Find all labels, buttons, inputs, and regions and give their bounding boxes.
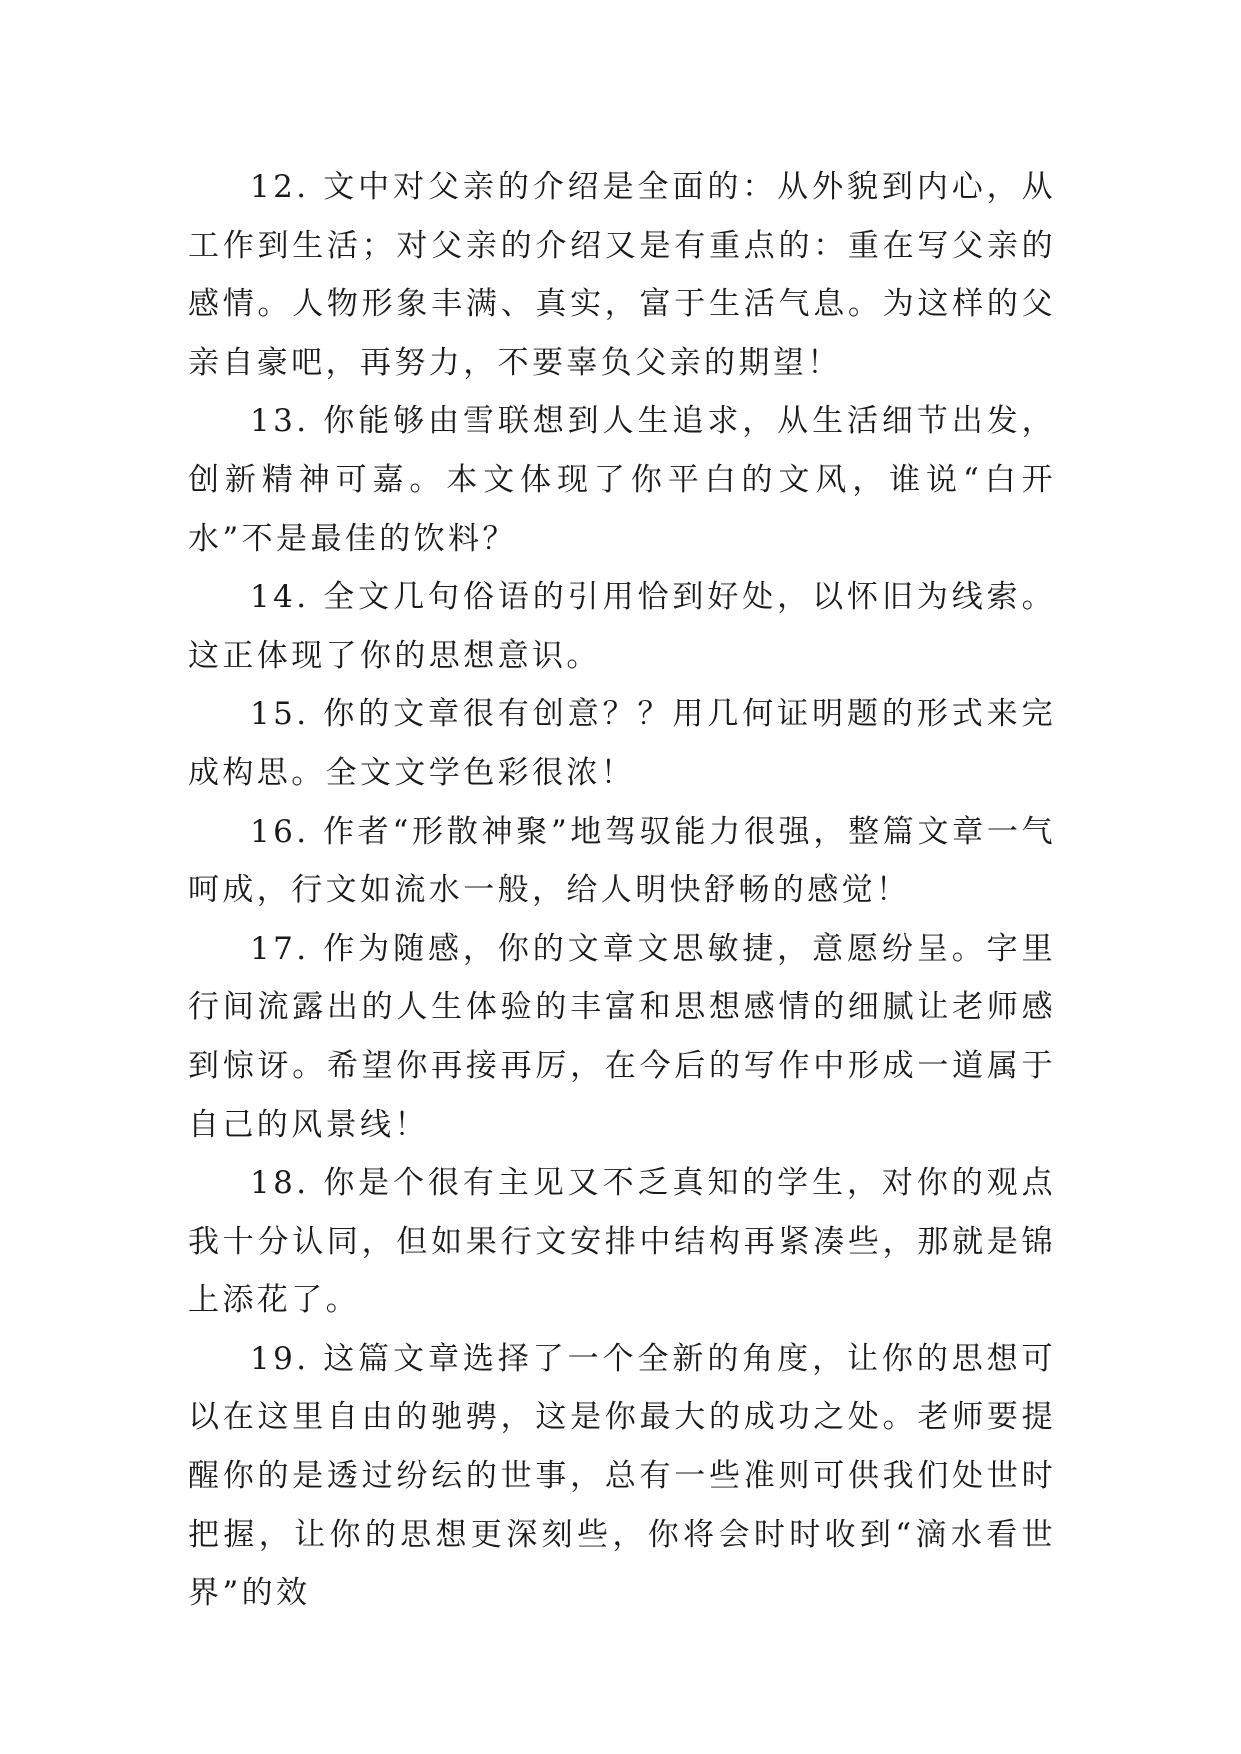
document-body [188, 158, 1056, 1623]
comment-paragraph-14: 14. 全文几句俗语的引用恰到好处，以怀旧为线索。这正体现了你的思想意识。 [188, 579, 1056, 674]
comment-paragraph-17: 17. 作为随感，你的文章文思敏捷，意愿纷呈。字里行间流露出的人生体验的丰富和思想感情的细腻让老师感到惊讶。希望你再接再厉，在今后的写作中形成一道属于自己的风景线！ [188, 930, 1056, 1143]
comment-paragraph-16: 16. 作者“形散神聚”地驾驭能力很强，整篇文章一气呵成，行文如流水一般，给人明快舒畅的感觉！ [188, 813, 1056, 909]
comment-paragraph-18: 18. 你是个很有主见又不乏真知的学生，对你的观点我十分认同，但如果行文安排中结构再紧凑些，那就是锦上添花了。 [188, 1165, 1056, 1319]
comment-paragraph-12: 12. 文中对父亲的介绍是全面的：从外貌到内心，从工作到生活；对父亲的介绍又是有重点的：重在写父亲的感情。人物形象丰满、真实，富于生活气息。为这样的父亲自豪吧，再努力，不要辜负父亲的期望！ [188, 169, 1056, 381]
comment-paragraph-15: 15. 你的文章很有创意？？用几何证明题的形式来完成构思。全文文学色彩很浓！ [188, 696, 1056, 791]
comment-paragraph-19: 19. 这篇文章选择了一个全新的角度，让你的思想可以在这里自由的驰骋，这是你最大的成功之处。老师要提醒你的是透过纷纭的世事，总有一些准则可供我们处世时把握，让你的思想更深刻些，你将会时时收到“滴水看世界”的效 [188, 1340, 1056, 1612]
comment-paragraph-13: 13. 你能够由雪联想到人生追求，从生活细节出发，创新精神可嘉。本文体现了你平白的文风，谁说“白开水”不是最佳的饮料？ [188, 403, 1056, 557]
